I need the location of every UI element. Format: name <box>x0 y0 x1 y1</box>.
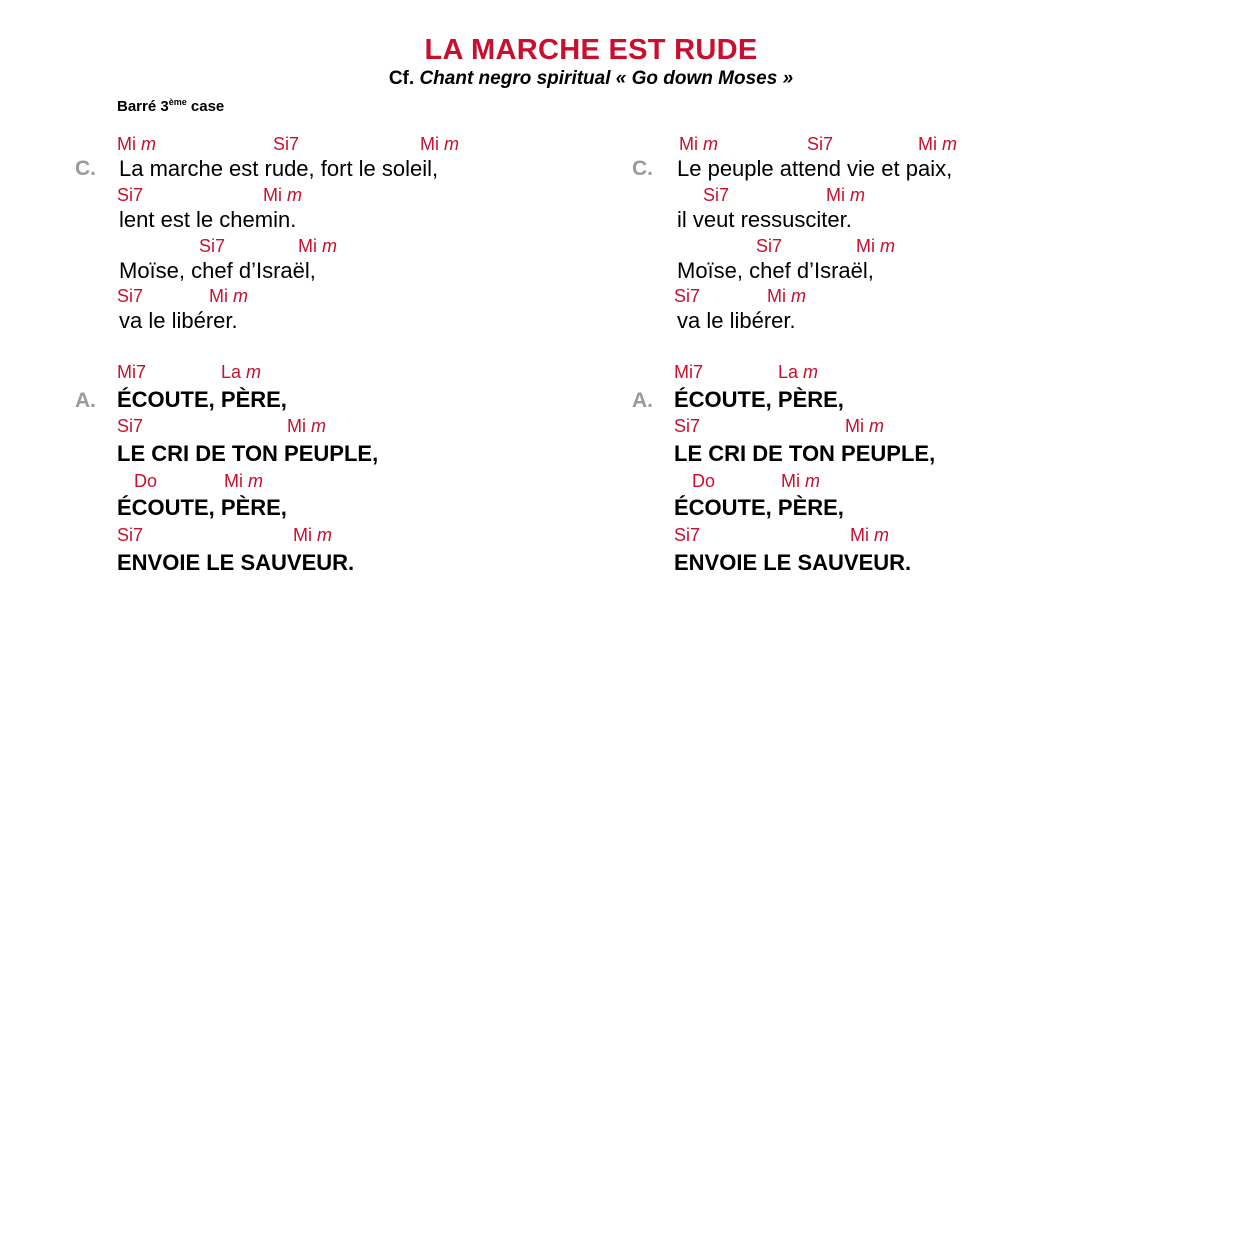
refrain-line: ÉCOUTE, PÈRE, <box>117 387 287 412</box>
refrain-line: ÉCOUTE, PÈRE, <box>117 495 287 520</box>
lyric-line: va le libérer. <box>677 308 796 333</box>
chord: Mi m <box>826 185 866 205</box>
chord: Si7 <box>117 185 144 205</box>
chord: Mi m <box>293 525 333 545</box>
lyric-line: La marche est rude, fort le soleil, <box>119 156 439 181</box>
song-title: LA MARCHE EST RUDE <box>424 34 758 66</box>
capo-text: Barré 3 <box>117 98 169 115</box>
refrain-line: ENVOIE LE SAUVEUR. <box>674 550 912 575</box>
refrain-line: LE CRI DE TON PEUPLE, <box>117 441 379 466</box>
chord: Mi m <box>856 236 896 256</box>
subtitle-prefix: Cf. <box>388 68 415 89</box>
lyric-line: va le libérer. <box>119 308 238 333</box>
chord: Mi m <box>263 185 303 205</box>
chord: Mi m <box>287 416 327 436</box>
song-subtitle <box>0 68 1182 90</box>
lyric-line: lent est le chemin. <box>119 207 297 232</box>
chord: Mi m <box>209 286 249 306</box>
chord: Mi m <box>224 471 264 491</box>
chord: Si7 <box>117 286 144 306</box>
chord: La m <box>221 362 262 382</box>
capo-suffix: case <box>190 98 225 115</box>
capo-sup: ème <box>168 97 187 107</box>
couplet-marker: C. <box>632 157 653 180</box>
couplet-marker: C. <box>75 157 96 180</box>
capo-note <box>117 97 224 115</box>
chord: Do <box>134 471 158 491</box>
chord: Si7 <box>756 236 783 256</box>
chord: Si7 <box>117 525 144 545</box>
chord: La m <box>778 362 819 382</box>
lyric-line: il veut ressusciter. <box>677 207 852 232</box>
chord: Mi7 <box>117 362 147 382</box>
chord: Mi m <box>850 525 890 545</box>
chord: Mi m <box>420 134 460 154</box>
lyric-line: Moïse, chef d’Israël, <box>677 258 874 283</box>
refrain-line: ÉCOUTE, PÈRE, <box>674 495 844 520</box>
chord: Si7 <box>703 185 730 205</box>
chord: Mi m <box>767 286 807 306</box>
chord: Si7 <box>674 286 701 306</box>
refrain-marker: A. <box>632 389 653 412</box>
chord: Si7 <box>199 236 226 256</box>
chord: Mi m <box>679 134 719 154</box>
chord: Si7 <box>117 416 144 436</box>
chord: Do <box>692 471 716 491</box>
chord: Mi m <box>845 416 885 436</box>
subtitle-source: Chant negro spiritual « Go down Moses » <box>419 68 794 89</box>
chord: Si7 <box>807 134 834 154</box>
refrain-line: LE CRI DE TON PEUPLE, <box>674 441 936 466</box>
chord: Mi m <box>918 134 958 154</box>
chord: Si7 <box>674 416 701 436</box>
chord: Mi m <box>117 134 157 154</box>
chord: Si7 <box>674 525 701 545</box>
lyric-line: Le peuple attend vie et paix, <box>677 156 953 181</box>
refrain-line: ÉCOUTE, PÈRE, <box>674 387 844 412</box>
chord: Mi m <box>298 236 338 256</box>
chord: Mi7 <box>674 362 704 382</box>
refrain-marker: A. <box>75 389 96 412</box>
chord: Si7 <box>273 134 300 154</box>
chord: Mi m <box>781 471 821 491</box>
lyric-line: Moïse, chef d’Israël, <box>119 258 316 283</box>
refrain-line: ENVOIE LE SAUVEUR. <box>117 550 355 575</box>
